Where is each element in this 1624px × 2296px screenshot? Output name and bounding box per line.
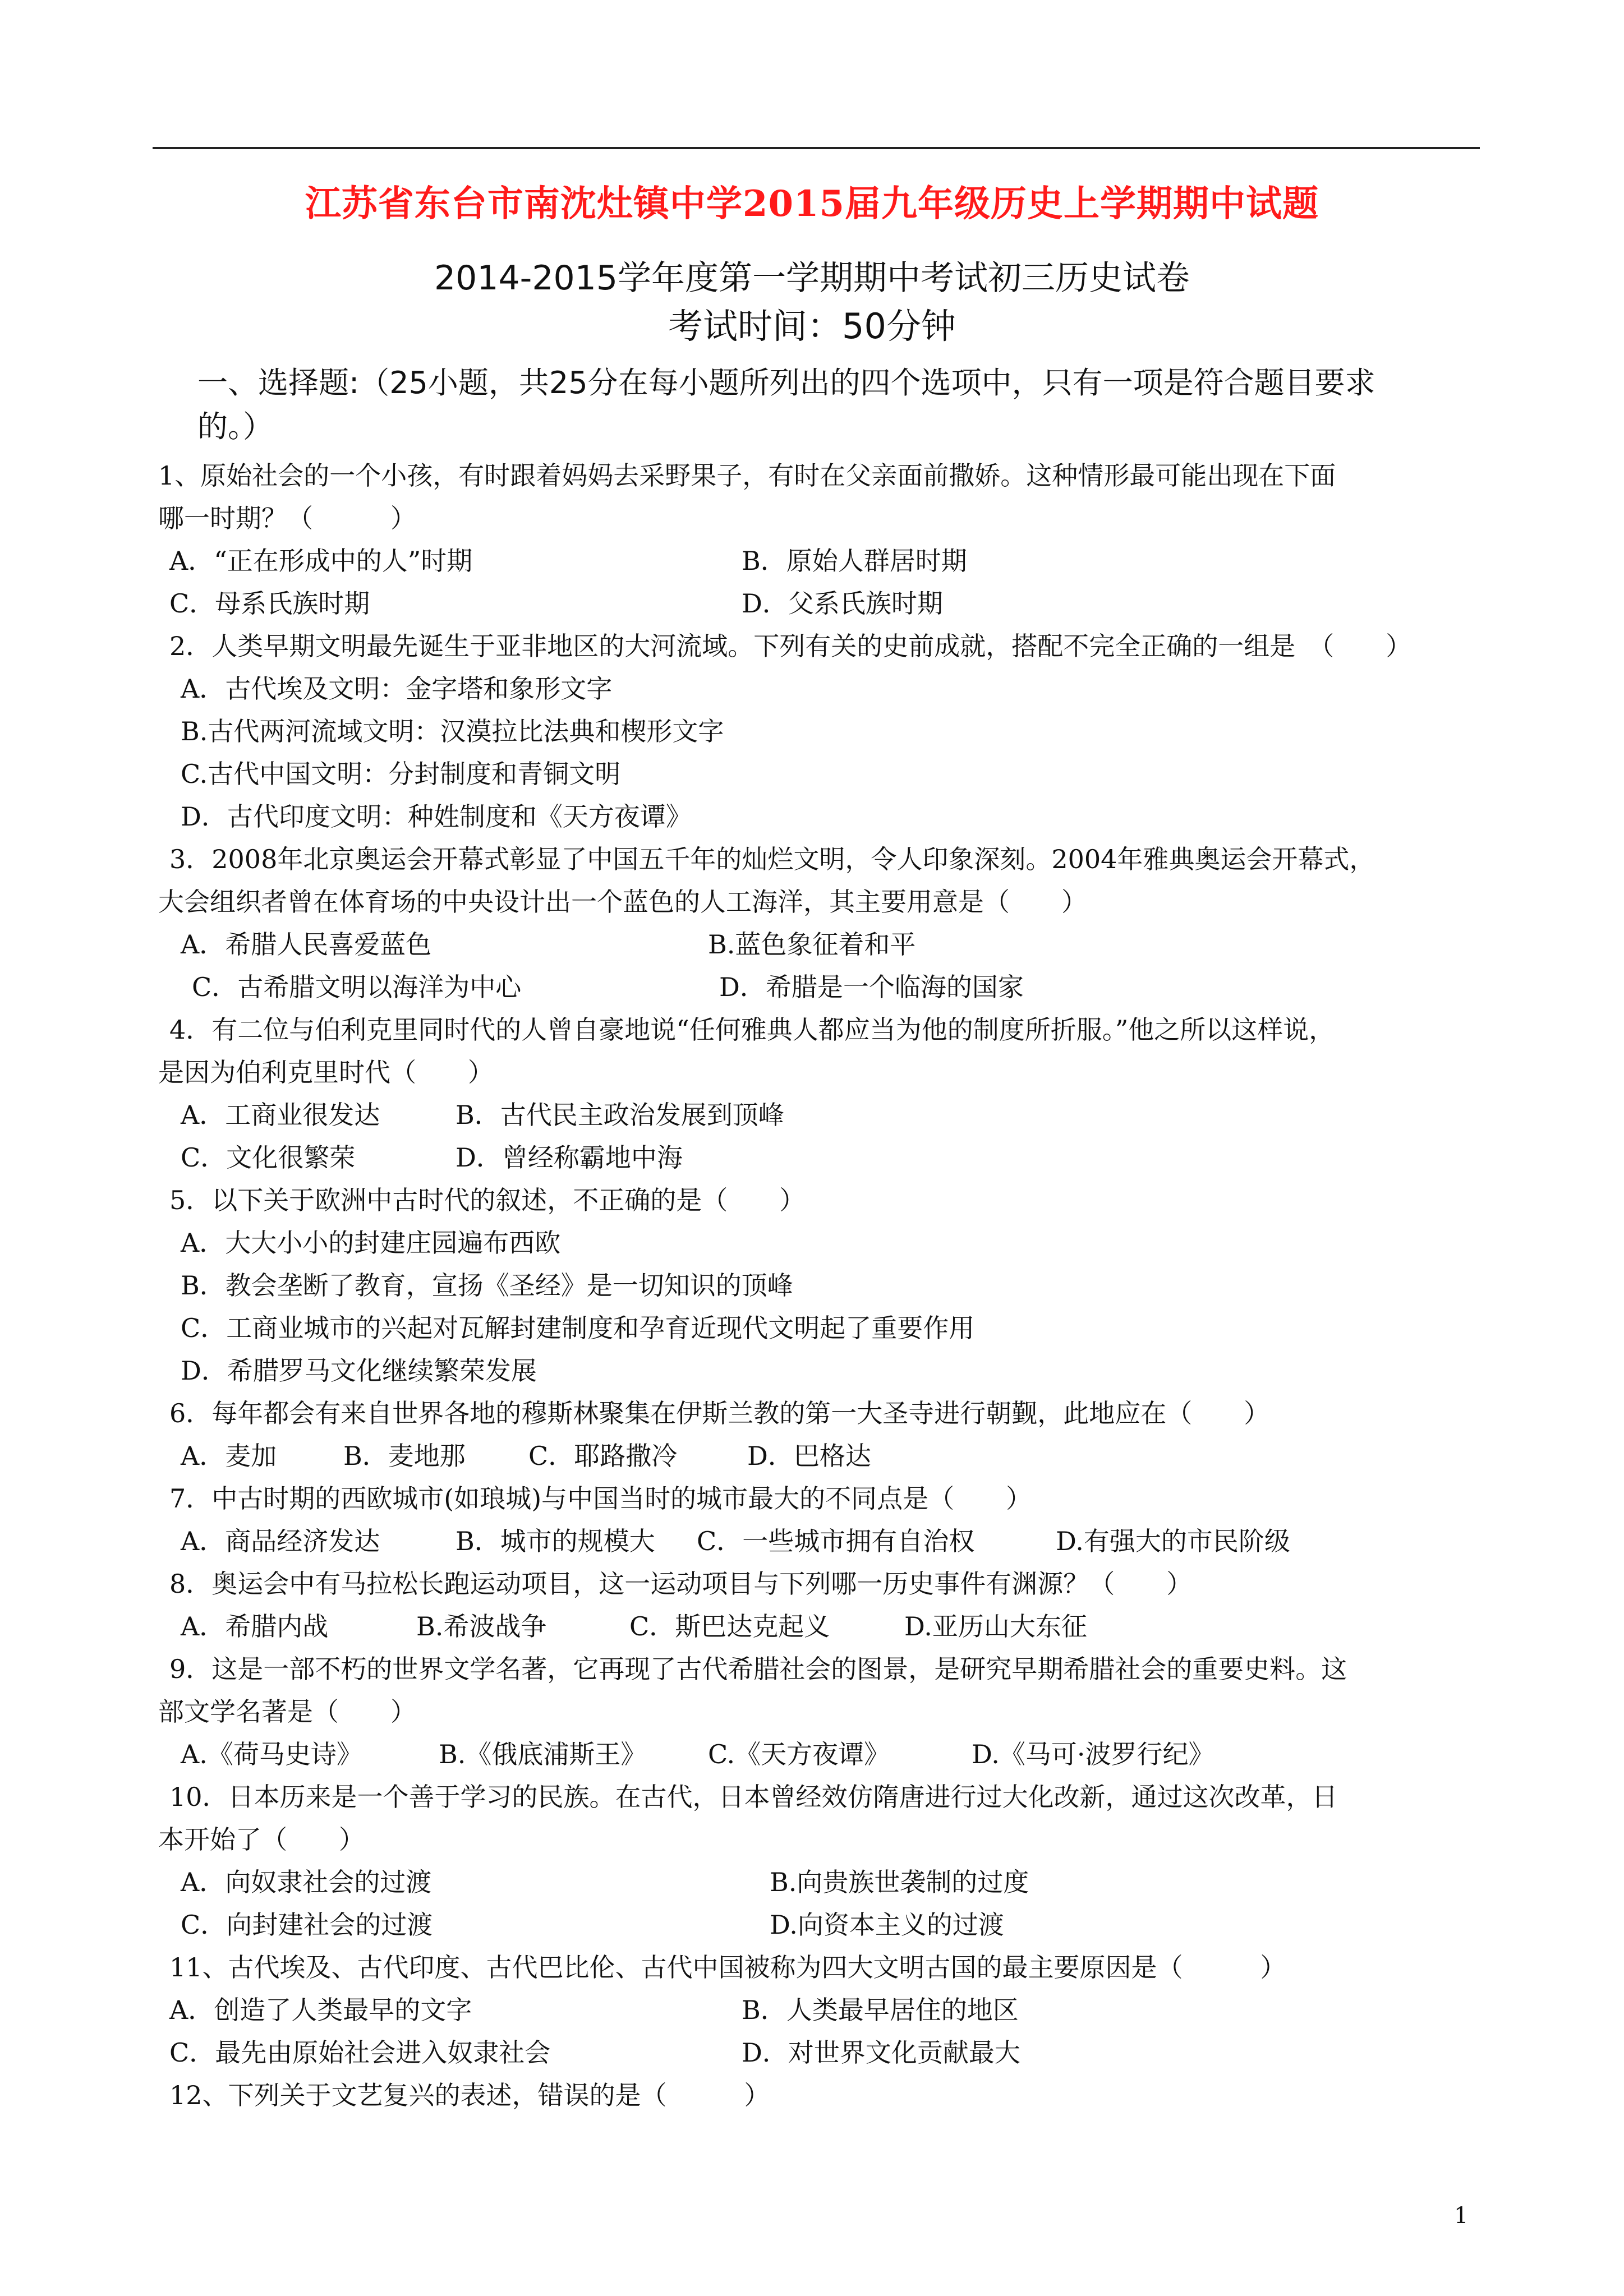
q6-option-b: B．麦地那	[343, 1441, 466, 1471]
header-rule	[153, 147, 1480, 149]
q7-option-c: C．一些城市拥有自治权	[697, 1526, 975, 1556]
question-3-line2: 大会组织者曾在体育场的中央设计出一个蓝色的人工海洋，其主要用意是（ ）	[158, 887, 1087, 917]
q7-option-d: D.有强大的市民阶级	[1056, 1526, 1290, 1556]
q9-option-b: B.《俄底浦斯王》	[439, 1739, 647, 1769]
question-3-line1: 3．2008年北京奥运会开幕式彰显了中国五千年的灿烂文明，令人印象深刻。2004年雅典奥运会开幕式，	[169, 844, 1375, 874]
section-instruction-line2: 的。）	[197, 409, 273, 444]
q1-option-a: A．“正在形成中的人”时期	[169, 546, 473, 576]
q10-option-c: C．向封建社会的过渡	[181, 1910, 433, 1940]
question-5-line1: 5．以下关于欧洲中古时代的叙述，不正确的是（ ）	[169, 1185, 806, 1215]
q11-option-b: B．人类最早居住的地区	[742, 1995, 1019, 2025]
q8-option-c: C．斯巴达克起义	[629, 1611, 830, 1642]
question-6-line1: 6．每年都会有来自世界各地的穆斯林聚集在伊斯兰教的第一大圣寺进行朝觐，此地应在（ ）	[169, 1398, 1270, 1428]
document-title: 江苏省东台市南沈灶镇中学2015届九年级历史上学期期中试题	[305, 183, 1319, 225]
q6-option-d: D．巴格达	[747, 1441, 871, 1471]
question-2-line1: 2．人类早期文明最先诞生于亚非地区的大河流域。下列有关的史前成就，搭配不完全正确的一组是 （ ）	[169, 631, 1412, 661]
q2-option-c: C.古代中国文明：分封制度和青铜文明	[181, 759, 621, 789]
question-10-line2: 本开始了（ ）	[158, 1824, 365, 1855]
q5-option-a: A．大大小小的封建庄园遍布西欧	[181, 1228, 561, 1258]
page-number: 1	[1454, 2203, 1469, 2229]
q3-option-b: B.蓝色象征着和平	[708, 929, 916, 960]
q9-option-a: A.《荷马史诗》	[181, 1739, 362, 1769]
q1-option-d: D．父系氏族时期	[742, 588, 943, 619]
q9-option-c: C.《天方夜谭》	[708, 1739, 890, 1769]
q2-option-a: A．古代埃及文明：金字塔和象形文字	[181, 674, 613, 704]
q11-option-d: D．对世界文化贡献最大	[742, 2037, 1020, 2068]
q8-option-d: D.亚历山大东征	[904, 1611, 1087, 1642]
q1-option-c: C．母系氏族时期	[169, 588, 370, 619]
exam-time: 考试时间：50分钟	[668, 306, 956, 347]
q2-option-d: D．古代印度文明：种姓制度和《天方夜谭》	[181, 801, 692, 832]
q10-option-a: A．向奴隶社会的过渡	[181, 1867, 432, 1897]
q5-option-d: D．希腊罗马文化继续繁荣发展	[181, 1356, 537, 1386]
q8-option-a: A．希腊内战	[181, 1611, 329, 1642]
question-9-line2: 部文学名著是（ ）	[158, 1696, 416, 1727]
q3-option-a: A．希腊人民喜爱蓝色	[181, 929, 432, 960]
q6-option-a: A．麦加	[181, 1441, 277, 1471]
q7-option-a: A．商品经济发达	[181, 1526, 380, 1556]
q10-option-b: B.向贵族世袭制的过度	[770, 1867, 1029, 1897]
q11-option-c: C．最先由原始社会进入奴隶社会	[169, 2037, 551, 2068]
q1-option-b: B．原始人群居时期	[742, 546, 967, 576]
q2-option-b: B.古代两河流域文明：汉漠拉比法典和楔形文字	[181, 716, 724, 746]
q10-option-d: D.向资本主义的过渡	[770, 1910, 1004, 1940]
question-1-line2: 哪一时期？（ ）	[158, 503, 416, 533]
question-9-line1: 9．这是一部不朽的世界文学名著，它再现了古代希腊社会的图景，是研究早期希腊社会的重要史料。这	[169, 1654, 1347, 1684]
q4-option-a: A．工商业很发达	[181, 1100, 380, 1130]
q11-option-a: A．创造了人类最早的文字	[169, 1995, 472, 2025]
section-instruction-line1: 一、选择题:（25小题，共25分在每小题所列出的四个选项中，只有一项是符合题目要求	[197, 365, 1375, 400]
q3-option-c: C．古希腊文明以海洋为中心	[192, 972, 522, 1002]
q4-option-b: B．古代民主政治发展到顶峰	[456, 1100, 784, 1130]
q4-option-d: D．曾经称霸地中海	[456, 1142, 683, 1173]
q6-option-c: C．耶路撒冷	[528, 1441, 678, 1471]
q8-option-b: B.希波战争	[416, 1611, 547, 1642]
question-12-line1: 12、下列关于文艺复兴的表述，错误的是（ ）	[169, 2080, 770, 2110]
q4-option-c: C．文化很繁荣	[181, 1142, 356, 1173]
q5-option-c: C．工商业城市的兴起对瓦解封建制度和孕育近现代文明起了重要作用	[181, 1313, 975, 1343]
question-4-line1: 4．有二位与伯利克里同时代的人曾自豪地说“任何雅典人都应当为他的制度所折服。”他之所以这样说，	[169, 1015, 1335, 1045]
question-11-line1: 11、古代埃及、古代印度、古代巴比伦、古代中国被称为四大文明古国的最主要原因是（ ）	[169, 1952, 1286, 1983]
question-7-line1: 7．中古时期的西欧城市(如琅城)与中国当时的城市最大的不同点是（ ）	[169, 1483, 1032, 1514]
q5-option-b: B．教会垄断了教育，宣扬《圣经》是一切知识的顶峰	[181, 1270, 793, 1301]
exam-subtitle: 2014-2015学年度第一学期期中考试初三历史试卷	[434, 259, 1190, 298]
q7-option-b: B．城市的规模大	[456, 1526, 655, 1556]
question-1-line1: 1、原始社会的一个小孩，有时跟着妈妈去采野果子，有时在父亲面前撒娇。这种情形最可能出现在下面	[158, 460, 1336, 491]
q3-option-d: D．希腊是一个临海的国家	[719, 972, 1024, 1002]
q9-option-d: D.《马可·波罗行纪》	[972, 1739, 1214, 1769]
question-10-line1: 10．日本历来是一个善于学习的民族。在古代，日本曾经效仿隋唐进行过大化改新，通过这次改革，日	[169, 1782, 1338, 1812]
question-8-line1: 8．奥运会中有马拉松长跑运动项目，这一运动项目与下列哪一历史事件有渊源？（ ）	[169, 1569, 1193, 1599]
question-4-line2: 是因为伯利克里时代（ ）	[158, 1057, 494, 1087]
